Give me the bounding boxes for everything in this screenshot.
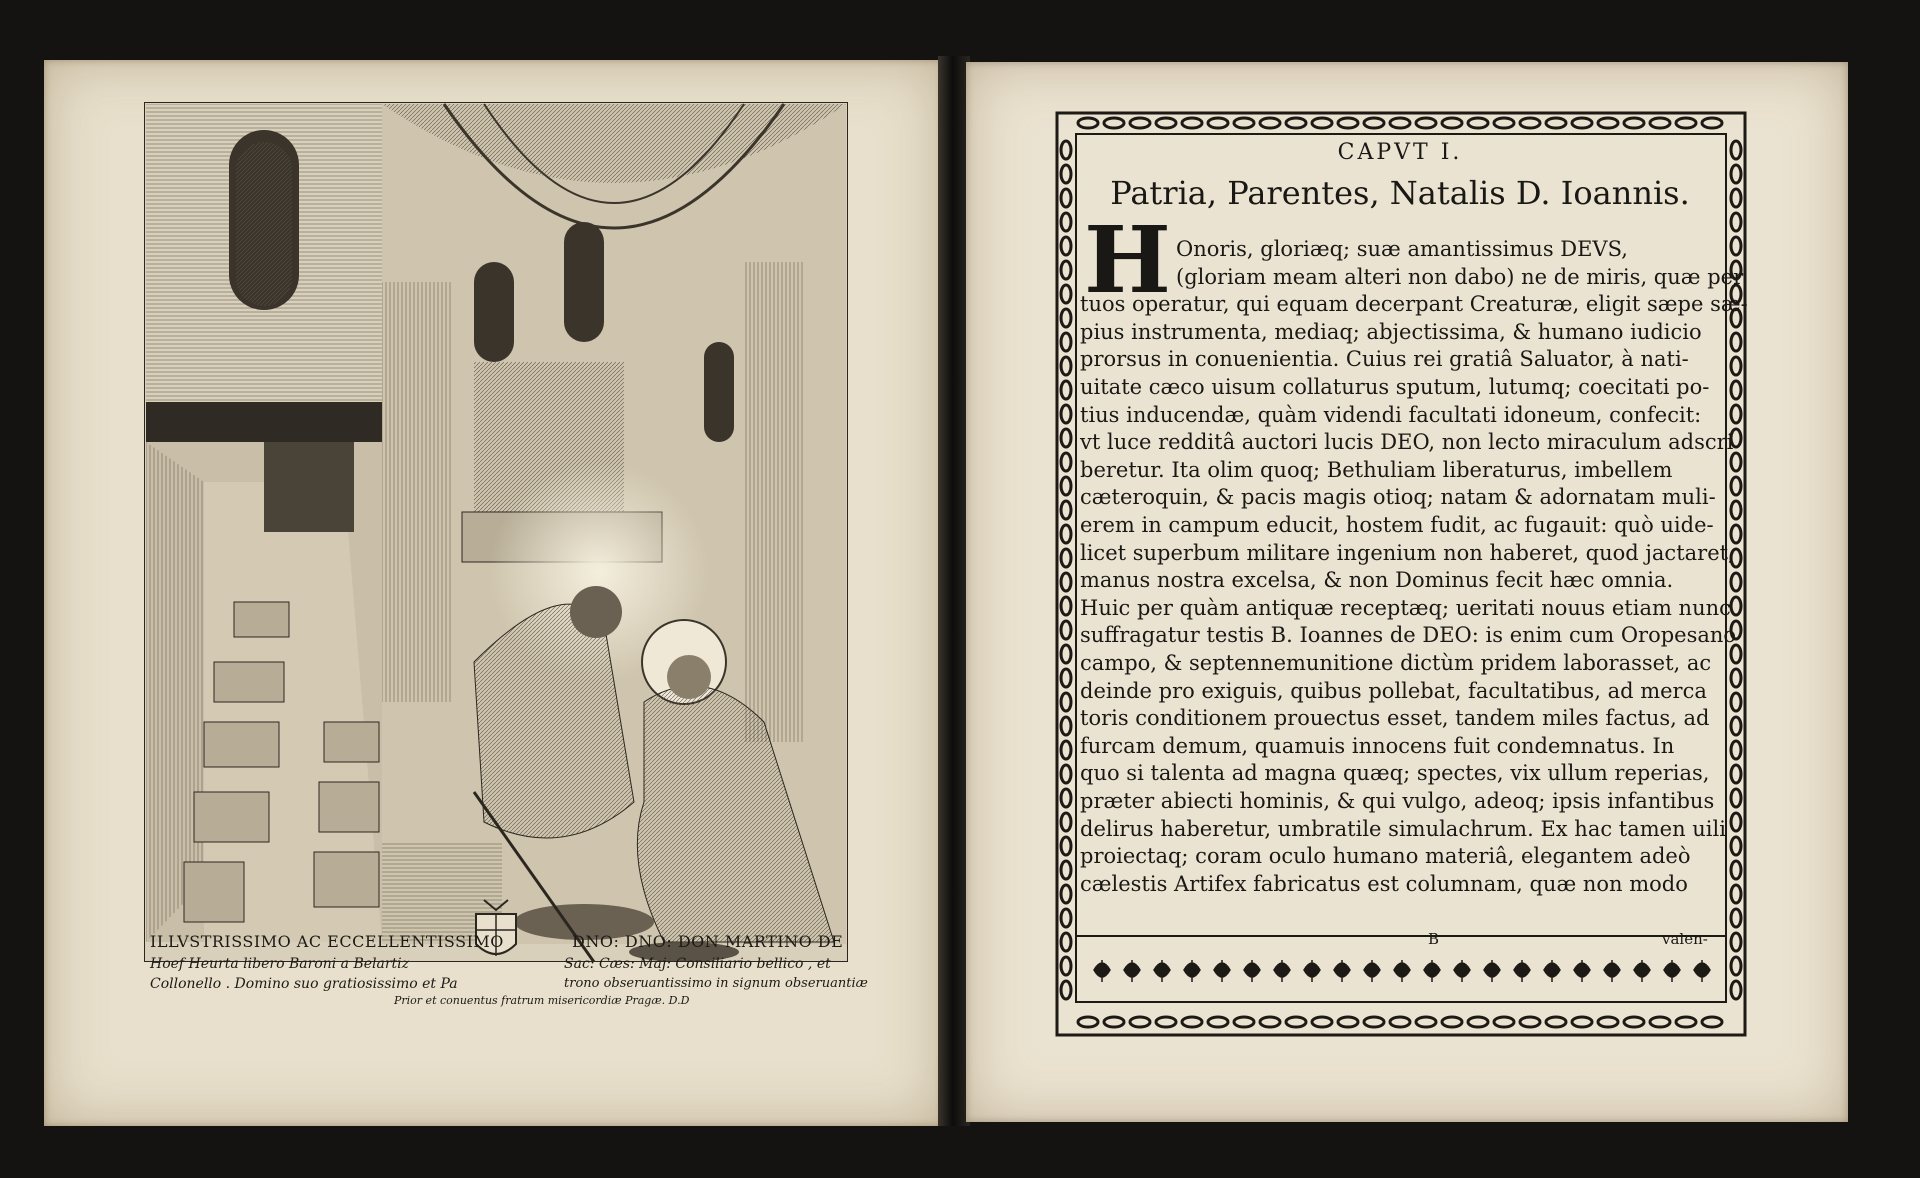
dedication-line-2b: Sac: Cæs: Maj: Consiliario bellico , et (564, 956, 831, 972)
dedication-line-3b: trono obseruantissimo in signum obseruantiæ (564, 976, 868, 991)
drop-cap: H (1084, 206, 1171, 314)
dedication-line-2a: Hoef Heurta libero Baroni a Belartiz (150, 956, 410, 972)
left-page (44, 60, 942, 1126)
text-line: præter abiecti hominis, & qui vulgo, adeoq; ipsis infantibus (1080, 789, 1715, 813)
dedication-line-1a: ILLVSTRISSIMO AC ECCELLENTISSIMO (150, 932, 504, 951)
text-line: cæteroquin, & pacis magis otioq; natam & adornatam muli- (1080, 485, 1716, 510)
text-line: suffragatur testis B. Ioannes de DEO: is enim cum Oropesano (1080, 623, 1737, 648)
text-line: quo si talenta ad magna quæq; spectes, vix ullum reperias, (1080, 761, 1710, 786)
chapter-label: CAPVT I. (1337, 140, 1463, 165)
dedication-line-3a: Collonello . Domino suo gratiosissimo et Pa (150, 976, 458, 992)
chapter-title: Patria, Parentes, Natalis D. Ioannis. (1110, 174, 1690, 212)
text-line: delirus haberetur, umbratile simulachrum. Ex hac tamen uili (1080, 816, 1726, 841)
text-line: prorsus in conuenientia. Cuius rei gratiâ Saluator, à nati- (1080, 347, 1689, 372)
text-line: tius inducendæ, quàm videndi facultati idoneum, confecit: (1080, 402, 1702, 427)
text-line: campo, & septennemunitione dictùm pridem laborasset, ac (1080, 651, 1712, 675)
dedication-line-4: Prior et conuentus fratrum misericordiæ Pragæ. D.D (394, 994, 690, 1007)
text-line: uitate cæco uisum collaturus sputum, lutumq; coecitati po- (1080, 375, 1710, 399)
text-line: licet superbum militare ingenium non haberet, quod jactaret, (1080, 540, 1735, 565)
text-line: deinde pro exiguis, quibus pollebat, facultatibus, ad merca (1080, 678, 1707, 703)
text-line: Onoris, gloriæq; suæ amantissimus DEVS, (1176, 237, 1628, 261)
coat-of-arms-icon (466, 896, 526, 966)
engraving-picture (144, 102, 848, 962)
text-line: (gloriam meam alteri non dabo) ne de miris, quæ per (1176, 264, 1744, 289)
signature-mark: B (1428, 930, 1440, 948)
text-line: vt luce redditâ auctori lucis DEO, non lecto miraculum adscri (1080, 430, 1734, 455)
text-line: furcam demum, quamuis innocens fuit condemnatus. In (1080, 733, 1675, 758)
text-line: cælestis Artifex fabricatus est columnam, quæ non modo (1080, 871, 1688, 896)
text-line: erem in campum educit, hostem fudit, ac fugauit: quò uide- (1080, 513, 1714, 537)
text-line: proiectaq; coram oculo humano materiâ, elegantem adeò (1080, 844, 1691, 869)
text-line: beretur. Ita olim quoq; Bethuliam liberaturus, imbellem (1080, 457, 1673, 482)
catchword: valen- (1662, 930, 1708, 948)
text-line: Huic per quàm antiquæ receptæq; ueritati nouus etiam nunc (1080, 595, 1731, 620)
dedication-line-1b: DNO: DNO: DON MARTINO DE (572, 932, 844, 951)
text-line: toris conditionem prouectus esset, tandem miles factus, ad (1080, 706, 1710, 731)
text-line: tuos operatur, qui equam decerpant Creaturæ, eligit sæpe sæ- (1080, 292, 1748, 317)
text-line: manus nostra excelsa, & non Dominus fecit hæc omnia. (1080, 568, 1674, 593)
text-line: pius instrumenta, mediaq; abjectissima, & humano iudicio (1080, 319, 1702, 344)
